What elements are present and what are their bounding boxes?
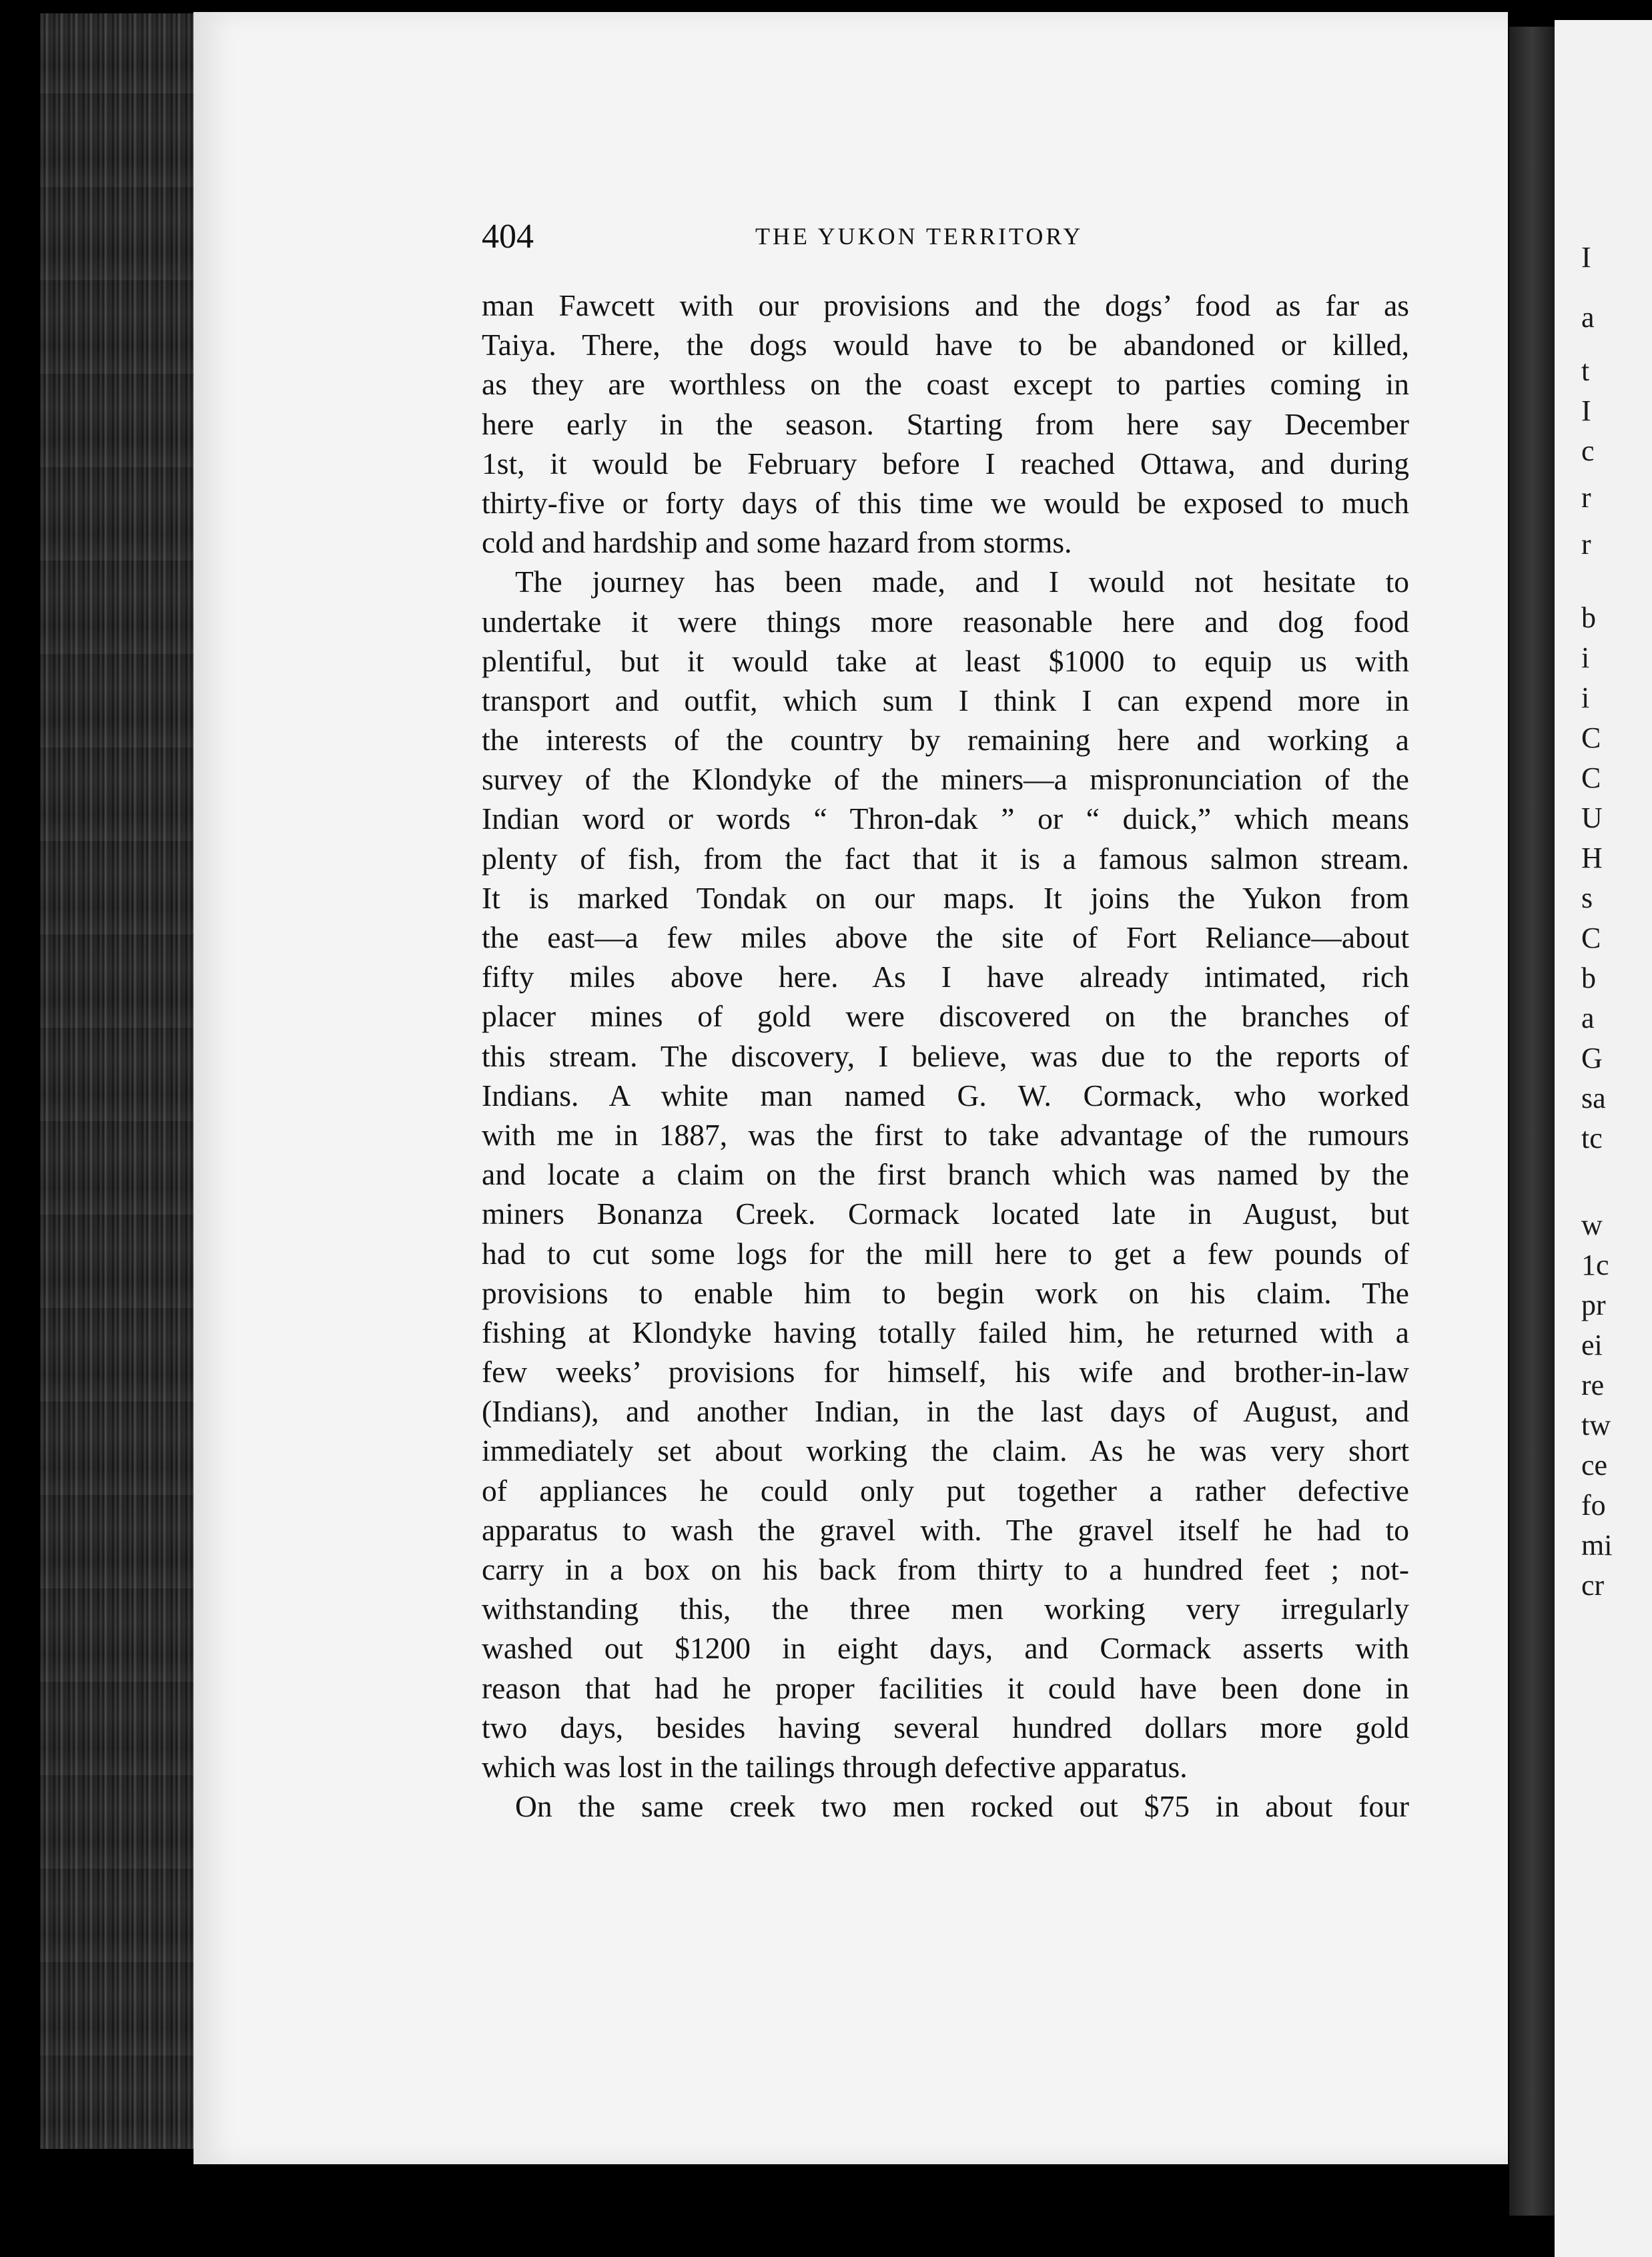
text-line: 1st, it would be February before I reached Ottawa, and during [482, 446, 1409, 480]
facing-page-text-fragment: b [1581, 601, 1596, 634]
text-line: Taiya. There, the dogs would have to be abandoned or killed, [482, 328, 1409, 362]
facing-page-text-fragment: re [1581, 1369, 1605, 1401]
body-text [482, 286, 1409, 1826]
book-fore-edge [40, 13, 193, 2149]
page-gutter [1509, 27, 1555, 2216]
facing-page-text-fragment: tc [1581, 1122, 1603, 1155]
facing-page-text-fragment: 1c [1581, 1249, 1609, 1281]
facing-page-text-fragment: a [1581, 1002, 1595, 1034]
text-line: survey of the Klondyke of the miners—a mispronunciation of the [482, 762, 1409, 797]
facing-page-text-fragment: U [1581, 801, 1603, 834]
running-head: THE YUKON TERRITORY [755, 223, 1084, 250]
text-line: few weeks’ provisions for himself, his wife and brother-in-law [482, 1355, 1409, 1389]
text-line: undertake it were things more reasonable here and dog food [482, 604, 1409, 639]
text-line: It is marked Tondak on our maps. It joins the Yukon from [482, 880, 1409, 915]
text-line: plenty of fish, from the fact that it is a famous salmon stream. [482, 841, 1409, 876]
facing-page-text-fragment: G [1581, 1042, 1603, 1074]
facing-page-text-fragment: I [1581, 394, 1591, 427]
text-line: miners Bonanza Creek. Cormack located late in August, but [482, 1197, 1409, 1231]
facing-page-text-fragment: ei [1581, 1329, 1603, 1361]
text-line: which was lost in the tailings through defective apparatus. [482, 1749, 1188, 1784]
facing-page-text-fragment: sa [1581, 1082, 1606, 1114]
facing-page-text-fragment: fo [1581, 1489, 1606, 1522]
page-number: 404 [482, 218, 534, 256]
facing-page-text-fragment: cr [1581, 1569, 1605, 1602]
text-line: Indians. A white man named G. W. Cormack, who worked [482, 1078, 1409, 1112]
text-line: as they are worthless on the coast except to parties coming in [482, 367, 1409, 402]
text-line: withstanding this, the three men working very irregularly [482, 1592, 1409, 1626]
facing-page-text-fragment: s [1581, 882, 1593, 914]
text-line: here early in the season. Starting from here say December [482, 406, 1409, 441]
text-line: placer mines of gold were discovered on the branches of [482, 999, 1409, 1034]
text-line: the interests of the country by remaining here and working a [482, 723, 1409, 757]
facing-page-text-fragment: tw [1581, 1409, 1611, 1441]
text-line: reason that had he proper facilities it could have been done in [482, 1670, 1409, 1705]
text-line: apparatus to wash the gravel with. The gravel itself he had to [482, 1512, 1409, 1547]
text-line: of appliances he could only put together a rather defective [482, 1473, 1409, 1508]
facing-page-text-fragment: i [1581, 681, 1590, 714]
facing-page-text-fragment: C [1581, 922, 1601, 954]
text-line: thirty-five or forty days of this time we would be exposed to much [482, 485, 1409, 520]
text-line: man Fawcett with our provisions and the dogs’ food as far as [482, 288, 1409, 322]
text-line: had to cut some logs for the mill here to get a few pounds of [482, 1236, 1409, 1271]
text-line: immediately set about working the claim. As he was very short [482, 1433, 1409, 1468]
facing-page-text-fragment: c [1581, 434, 1595, 467]
facing-page-text-fragment: mi [1581, 1529, 1613, 1562]
text-line: (Indians), and another Indian, in the last days of August, and [482, 1394, 1409, 1429]
facing-page-text-fragment: i [1581, 641, 1590, 674]
facing-page-text-fragment: pr [1581, 1289, 1606, 1321]
text-line: plentiful, but it would take at least $1000 to equip us with [482, 643, 1409, 678]
text-line: two days, besides having several hundred dollars more gold [482, 1710, 1409, 1744]
facing-page-text-fragment: a [1581, 301, 1595, 334]
facing-page-text-fragment: C [1581, 721, 1601, 754]
text-line: this stream. The discovery, I believe, was due to the reports of [482, 1038, 1409, 1073]
facing-page-text-fragment: I [1581, 241, 1591, 274]
facing-page-text-fragment: t [1581, 354, 1590, 387]
text-line: cold and hardship and some hazard from storms. [482, 525, 1072, 560]
text-line: the east—a few miles above the site of Fort Reliance—about [482, 920, 1409, 954]
text-line: transport and outfit, which sum I think I can expend more in [482, 683, 1409, 717]
text-line: and locate a claim on the first branch which was named by the [482, 1157, 1409, 1192]
text-line: fifty miles above here. As I have already intimated, rich [482, 960, 1409, 994]
text-line: On the same creek two men rocked out $75 in about four [515, 1789, 1409, 1824]
facing-page-text-fragment: ce [1581, 1449, 1608, 1482]
text-line: Indian word or words “ Thron-dak ” or “ duick,” which means [482, 801, 1409, 836]
facing-page-text-fragment: w [1581, 1209, 1603, 1241]
facing-page-text-fragment: C [1581, 761, 1601, 794]
facing-page-fragment [1555, 20, 1652, 2257]
text-line: with me in 1887, was the first to take advantage of the rumours [482, 1117, 1409, 1152]
text-line: fishing at Klondyke having totally failed him, he returned with a [482, 1315, 1409, 1349]
text-line: carry in a box on his back from thirty to a hundred feet ; not- [482, 1552, 1409, 1586]
text-line: washed out $1200 in eight days, and Cormack asserts with [482, 1631, 1409, 1666]
text-line: The journey has been made, and I would not hesitate to [515, 565, 1409, 599]
page-header [482, 217, 1409, 257]
text-line: provisions to enable him to begin work on his claim. The [482, 1275, 1409, 1310]
facing-page-text-fragment: r [1581, 528, 1591, 561]
facing-page-text-fragment: H [1581, 842, 1603, 874]
facing-page-text-fragment: b [1581, 962, 1596, 994]
facing-page-text-fragment: r [1581, 481, 1591, 514]
